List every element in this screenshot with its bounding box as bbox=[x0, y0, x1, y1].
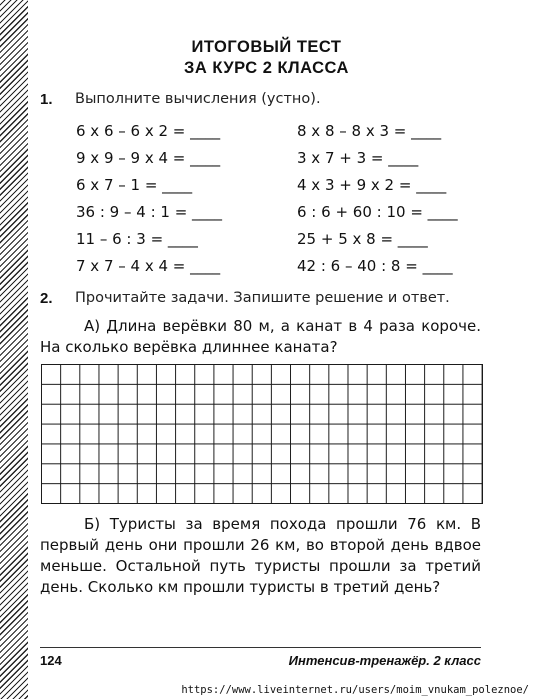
source-url: https://www.liveinternet.ru/users/moim_vnukam_poleznoe/ bbox=[181, 684, 529, 696]
test-title: ИТОГОВЫЙ ТЕСТ bbox=[191, 38, 342, 56]
task-1-instruction: Выполните вычисления (устно). bbox=[75, 91, 321, 107]
task-2-instruction: Прочитайте задачи. Запишите решение и ответ. bbox=[75, 290, 450, 306]
hatched-margin bbox=[0, 0, 28, 699]
test-subtitle: ЗА КУРС 2 КЛАССА bbox=[184, 59, 349, 77]
expression-left-3: 6 x 7 – 1 = ____ bbox=[76, 176, 193, 194]
expression-right-6: 42 : 6 – 40 : 8 = ____ bbox=[297, 257, 453, 275]
expression-right-2: 3 x 7 + 3 = ____ bbox=[297, 149, 419, 167]
task-2-number: 2. bbox=[40, 290, 53, 307]
expression-right-1: 8 x 8 – 8 x 3 = ____ bbox=[297, 122, 442, 140]
task-1-number: 1. bbox=[40, 91, 53, 108]
problem-a-text: А) Длина верёвки 80 м, а канат в 4 раза короче. На сколько верёвка длиннее каната? bbox=[40, 317, 481, 356]
expression-right-4: 6 : 6 + 60 : 10 = ____ bbox=[297, 203, 458, 221]
problem-b-text: Б) Туристы за время похода прошли 76 км. В первый день они прошли 26 км, во второй день вдвое меньше. Остальной путь туристы прошли за третий день. Сколько км прошли туристы в третий день? bbox=[40, 515, 481, 596]
expression-left-5: 11 – 6 : 3 = ____ bbox=[76, 230, 198, 248]
expression-left-2: 9 x 9 – 9 x 4 = ____ bbox=[76, 149, 221, 167]
expression-left-6: 7 x 7 – 4 x 4 = ____ bbox=[76, 257, 221, 275]
answer-grid bbox=[41, 364, 483, 504]
book-title: Интенсив-тренажёр. 2 класс bbox=[288, 653, 481, 668]
expression-left-1: 6 x 6 – 6 x 2 = ____ bbox=[76, 122, 221, 140]
page-number: 124 bbox=[40, 653, 62, 668]
expression-left-4: 36 : 9 – 4 : 1 = ____ bbox=[76, 203, 223, 221]
footer-divider bbox=[40, 647, 481, 648]
expression-right-3: 4 x 3 + 9 x 2 = ____ bbox=[297, 176, 447, 194]
expression-right-5: 25 + 5 x 8 = ____ bbox=[297, 230, 428, 248]
